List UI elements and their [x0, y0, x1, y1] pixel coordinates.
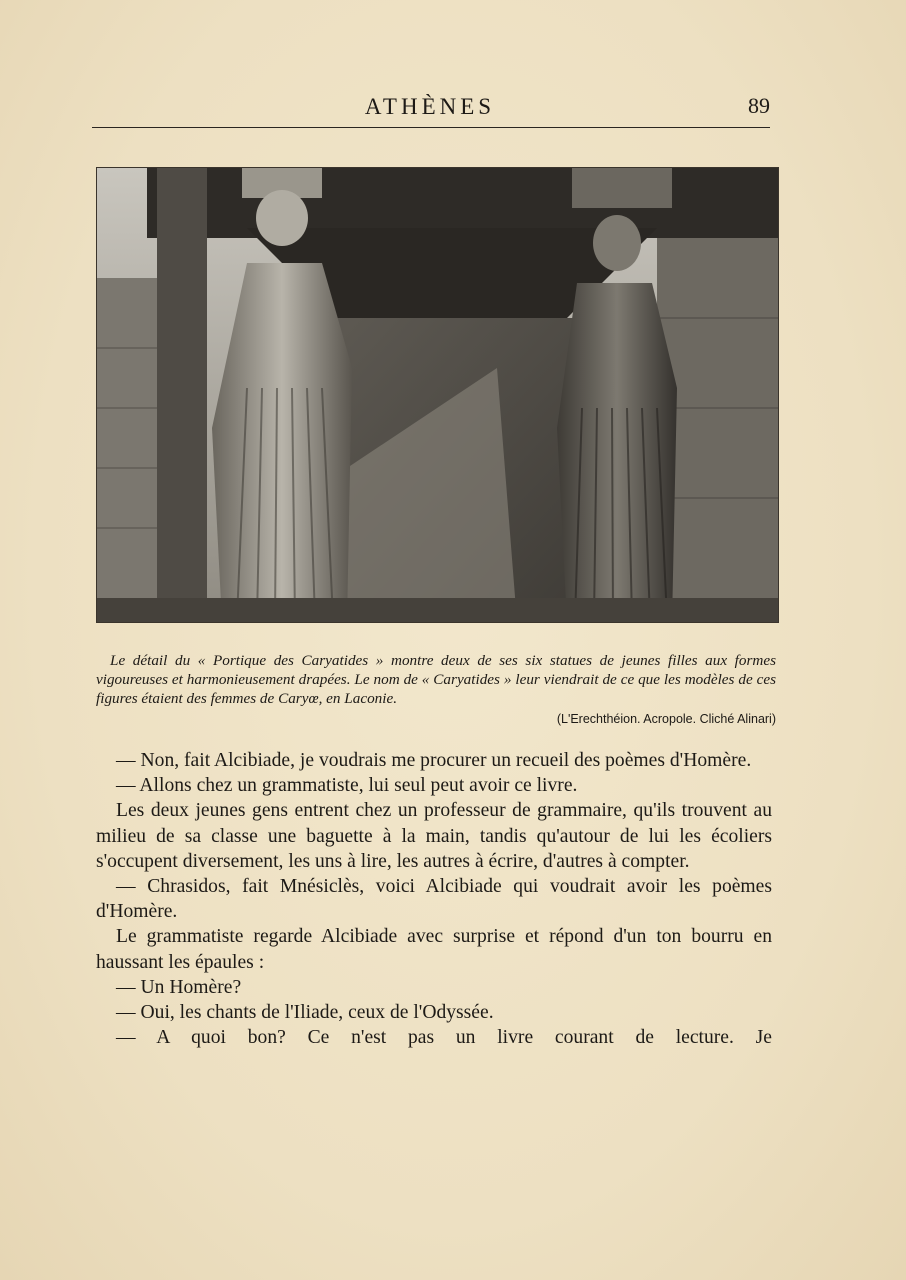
page-number: 89 [748, 93, 770, 118]
paragraph: Le grammatiste regarde Alcibiade avec surprise et répond d'un ton bourru en haussant les épaules : [96, 926, 772, 973]
paragraph: — Oui, les chants de l'Iliade, ceux de l'Odyssée. [116, 1002, 494, 1024]
paragraph: — Chrasidos, fait Mnésiclès, voici Alcibiade qui voudrait avoir les poèmes d'Homère. [96, 876, 772, 923]
body-text [96, 748, 772, 1050]
running-title: ATHÈNES [364, 94, 496, 119]
paragraph: — Allons chez un grammatiste, lui seul peut avoir ce livre. [116, 775, 578, 797]
paragraph: — Non, fait Alcibiade, je voudrais me procurer un recueil des poèmes d'Homère. [116, 750, 752, 771]
header-rule [92, 127, 770, 128]
paragraph: — Un Homère? [116, 976, 242, 998]
caryatids-photo [96, 167, 779, 623]
caption-text: Le détail du « Portique des Caryatides » montre deux de ses six statues de jeunes filles aux formes vigoureuses et harmonieusement drapées. Le nom de « Caryatides » leur viendrait de ce que les modèles de ces figures étaient des femmes de Caryœ, en Laconie. [96, 652, 776, 707]
photo-caryatids-icon [97, 168, 778, 622]
photo-credit: (L'Erechthéion. Acropole. Cliché Alinari) [556, 712, 776, 726]
paragraph: Les deux jeunes gens entrent chez un professeur de grammaire, qu'ils trouvent au milieu de sa classe une baguette à la main, tandis qu'autour de lui les écoliers s'occupent diversement, les uns à lire, les autres à écrire, d'autres à compter. [96, 800, 772, 872]
paragraph: — A quoi bon? Ce n'est pas un livre courant de lecture. Je [116, 1027, 772, 1049]
figure-caption [96, 651, 776, 726]
